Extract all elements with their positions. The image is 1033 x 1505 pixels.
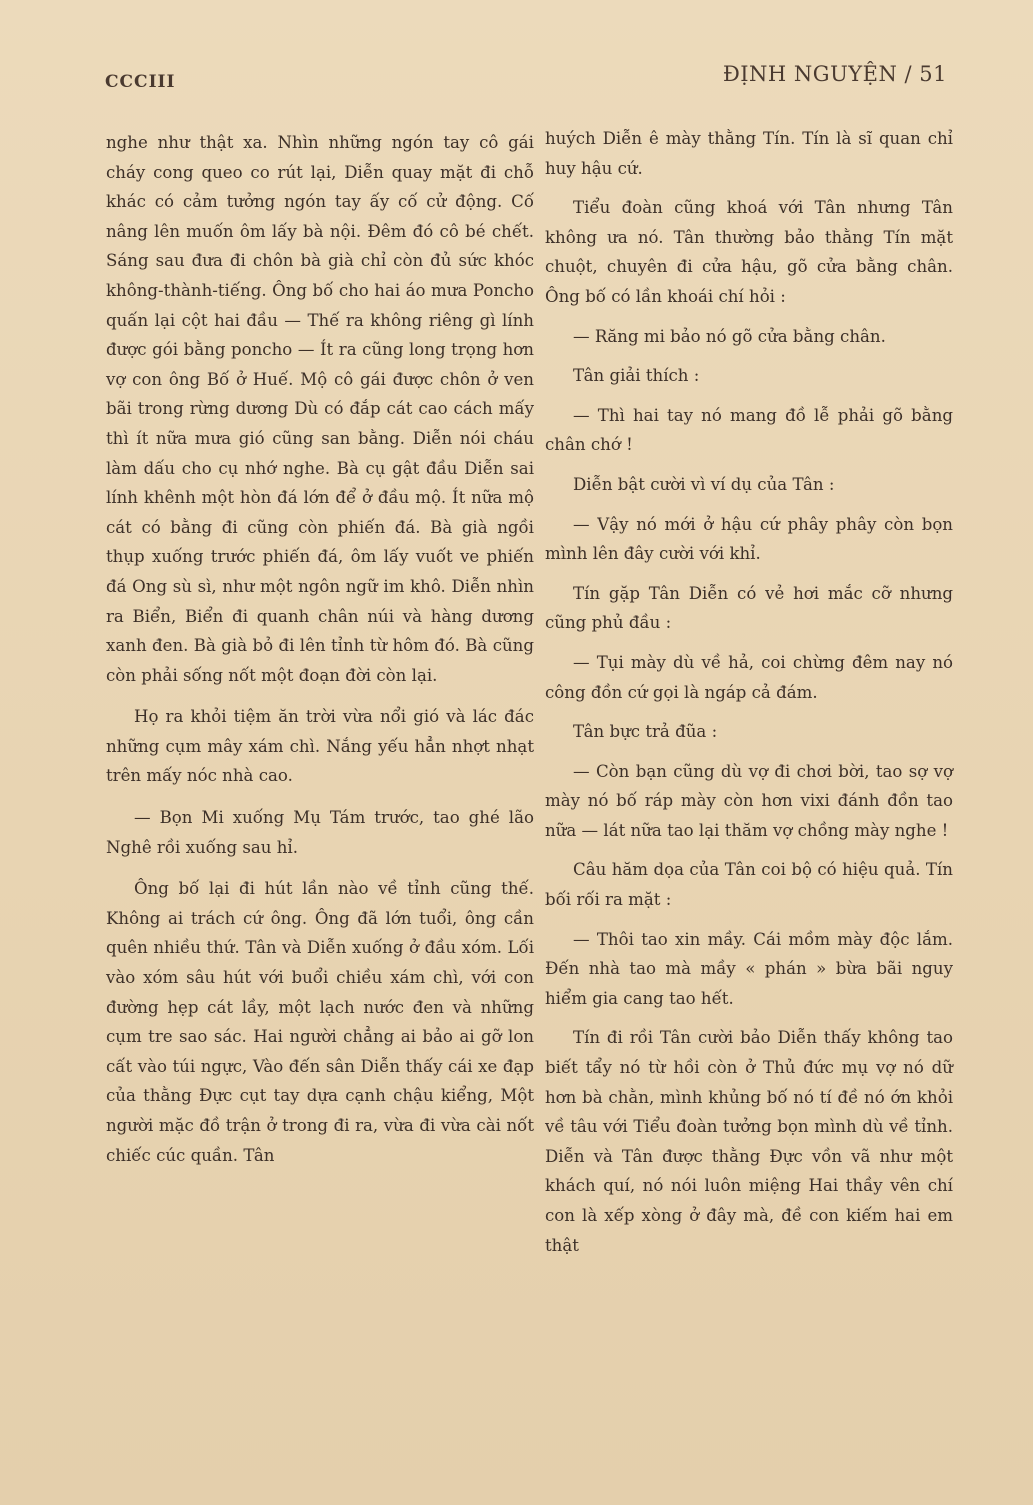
- right-column: [545, 124, 953, 1270]
- paragraph: Tiểu đoàn cũng khoá với Tân nhưng Tân không ưa nó. Tân thường bảo thằng Tín mặt chuột, chuyên đi cửa hậu, gõ cửa bằng chân. Ông bố có lần khoái chí hỏi :: [545, 198, 953, 306]
- paragraph: — Tụi mày dù về hả, coi chừng đêm nay nó công đồn cứ gọi là ngáp cả đám.: [545, 652, 953, 702]
- paragraph: — Thì hai tay nó mang đồ lễ phải gõ bằng chân chớ !: [545, 405, 953, 455]
- paragraph: Diễn bật cười vì ví dụ của Tân :: [573, 474, 835, 494]
- paragraph: huých Diễn ê mày thằng Tín. Tín là sĩ quan chỉ huy hậu cứ.: [545, 129, 953, 178]
- paragraph: — Răng mi bảo nó gõ cửa bằng chân.: [573, 326, 886, 346]
- paragraph: Câu hăm dọa của Tân coi bộ có hiệu quả. Tín bối rối ra mặt :: [545, 860, 953, 910]
- paragraph: Tân bực trả đũa :: [573, 722, 718, 742]
- paragraph: Tín đi rồi Tân cười bảo Diễn thấy không tao biết tẩy nó từ hồi còn ở Thủ đức mụ vợ nó dữ hơn bà chằn, mình khủng bố nó tí đề nó ớn khỏi về tâu với Tiểu đoàn tưởng bọn mình dù về tỉnh. Diễn và Tân được thằng Đực vồn vã như một khách quí, nó nói luôn miệng Hai thầy vên chí con là xếp xòng ở đây mà, đề con kiếm hai em thật: [545, 1028, 953, 1255]
- paragraph: Tín gặp Tân Diễn có vẻ hơi mắc cỡ nhưng cũng phủ đầu :: [545, 583, 953, 633]
- left-column: [106, 128, 534, 1182]
- paragraph: Tân giải thích :: [573, 366, 700, 386]
- paragraph: — Thôi tao xin mầy. Cái mồm mày độc lắm. Đến nhà tao mà mầy « phán » bừa bãi nguy hiểm gia cang tao hết.: [545, 929, 953, 1008]
- paragraph: — Còn bạn cũng dù vợ đi chơi bời, tao sợ vợ mày nó bố ráp mày còn hơn vixi đánh đồn tao nữa — lát nữa tao lại thăm vợ chồng mày nghe !: [545, 761, 953, 840]
- paragraph: nghe như thật xa. Nhìn những ngón tay cô gái cháy cong queo co rút lại, Diễn quay mặt đi chỗ khác có cảm tưởng ngón tay ấy cố cử động. Cố nâng lên muốn ôm lấy bà nội. Đêm đó cô bé chết. Sáng sau đưa đi chôn bà già chỉ còn đủ sức khóc không-thành-tiếng. Ông bố cho hai áo mưa Poncho quấn lại cột hai đầu — Thế ra không riêng gì lính được gói bằng poncho — Ít ra cũng long trọng hơn vợ con ông Bố ở Huế. Mộ cô gái được chôn ở ven bãi trong rừng dương Dù có đắp cát cao cách mấy thì ít nữa mưa gió cũng san bằng. Diễn nói cháu làm dấu cho cụ nhớ nghe. Bà cụ gật đầu Diễn sai lính khênh một hòn đá lớn để ở đầu mộ. Ít nữa mộ cát có bằng đi cũng còn phiến đá. Bà già ngồi thụp xuống trước phiến đá, ôm lấy vuốt ve phiến đá Ong sù sì, như một ngôn ngữ im khô. Diễn nhìn ra Biển, Biển đi quanh chân núi và hàng dương xanh đen. Bà già bỏ đi lên tỉnh từ hôm đó. Bà cũng còn phải sống nốt một đoạn đời còn lại.: [106, 133, 534, 685]
- chapter-number: CCCIII: [105, 72, 176, 92]
- paragraph: Ông bố lại đi hút lần nào về tỉnh cũng thế. Không ai trách cứ ông. Ông đã lớn tuổi, ông cần quên nhiều thứ. Tân và Diễn xuống ở đầu xóm. Lối vào xóm sâu hút với buổi chiều xám chì, với con đường hẹp cát lầy, một lạch nước đen và những cụm tre sao sác. Hai người chẳng ai bảo ai gỡ lon cất vào túi ngực, Vào đến sân Diễn thấy cái xe đạp của thằng Đực cụt tay dựa cạnh chậu kiểng, Một người mặc đồ trận ở trong đi ra, vừa đi vừa cài nốt chiếc cúc quần. Tân: [106, 879, 534, 1165]
- paragraph: — Vậy nó mới ở hậu cứ phây phây còn bọn mình lên đây cười với khỉ.: [545, 514, 953, 564]
- paragraph: Họ ra khỏi tiệm ăn trời vừa nổi gió và lác đác những cụm mây xám chì. Nắng yếu hẳn nhợt nhạt trên mấy nóc nhà cao.: [106, 707, 534, 786]
- paragraph: — Bọn Mi xuống Mụ Tám trước, tao ghé lão Nghê rồi xuống sau hỉ.: [106, 808, 534, 857]
- running-title-page-number: ĐỊNH NGUYỆN / 51: [722, 62, 947, 86]
